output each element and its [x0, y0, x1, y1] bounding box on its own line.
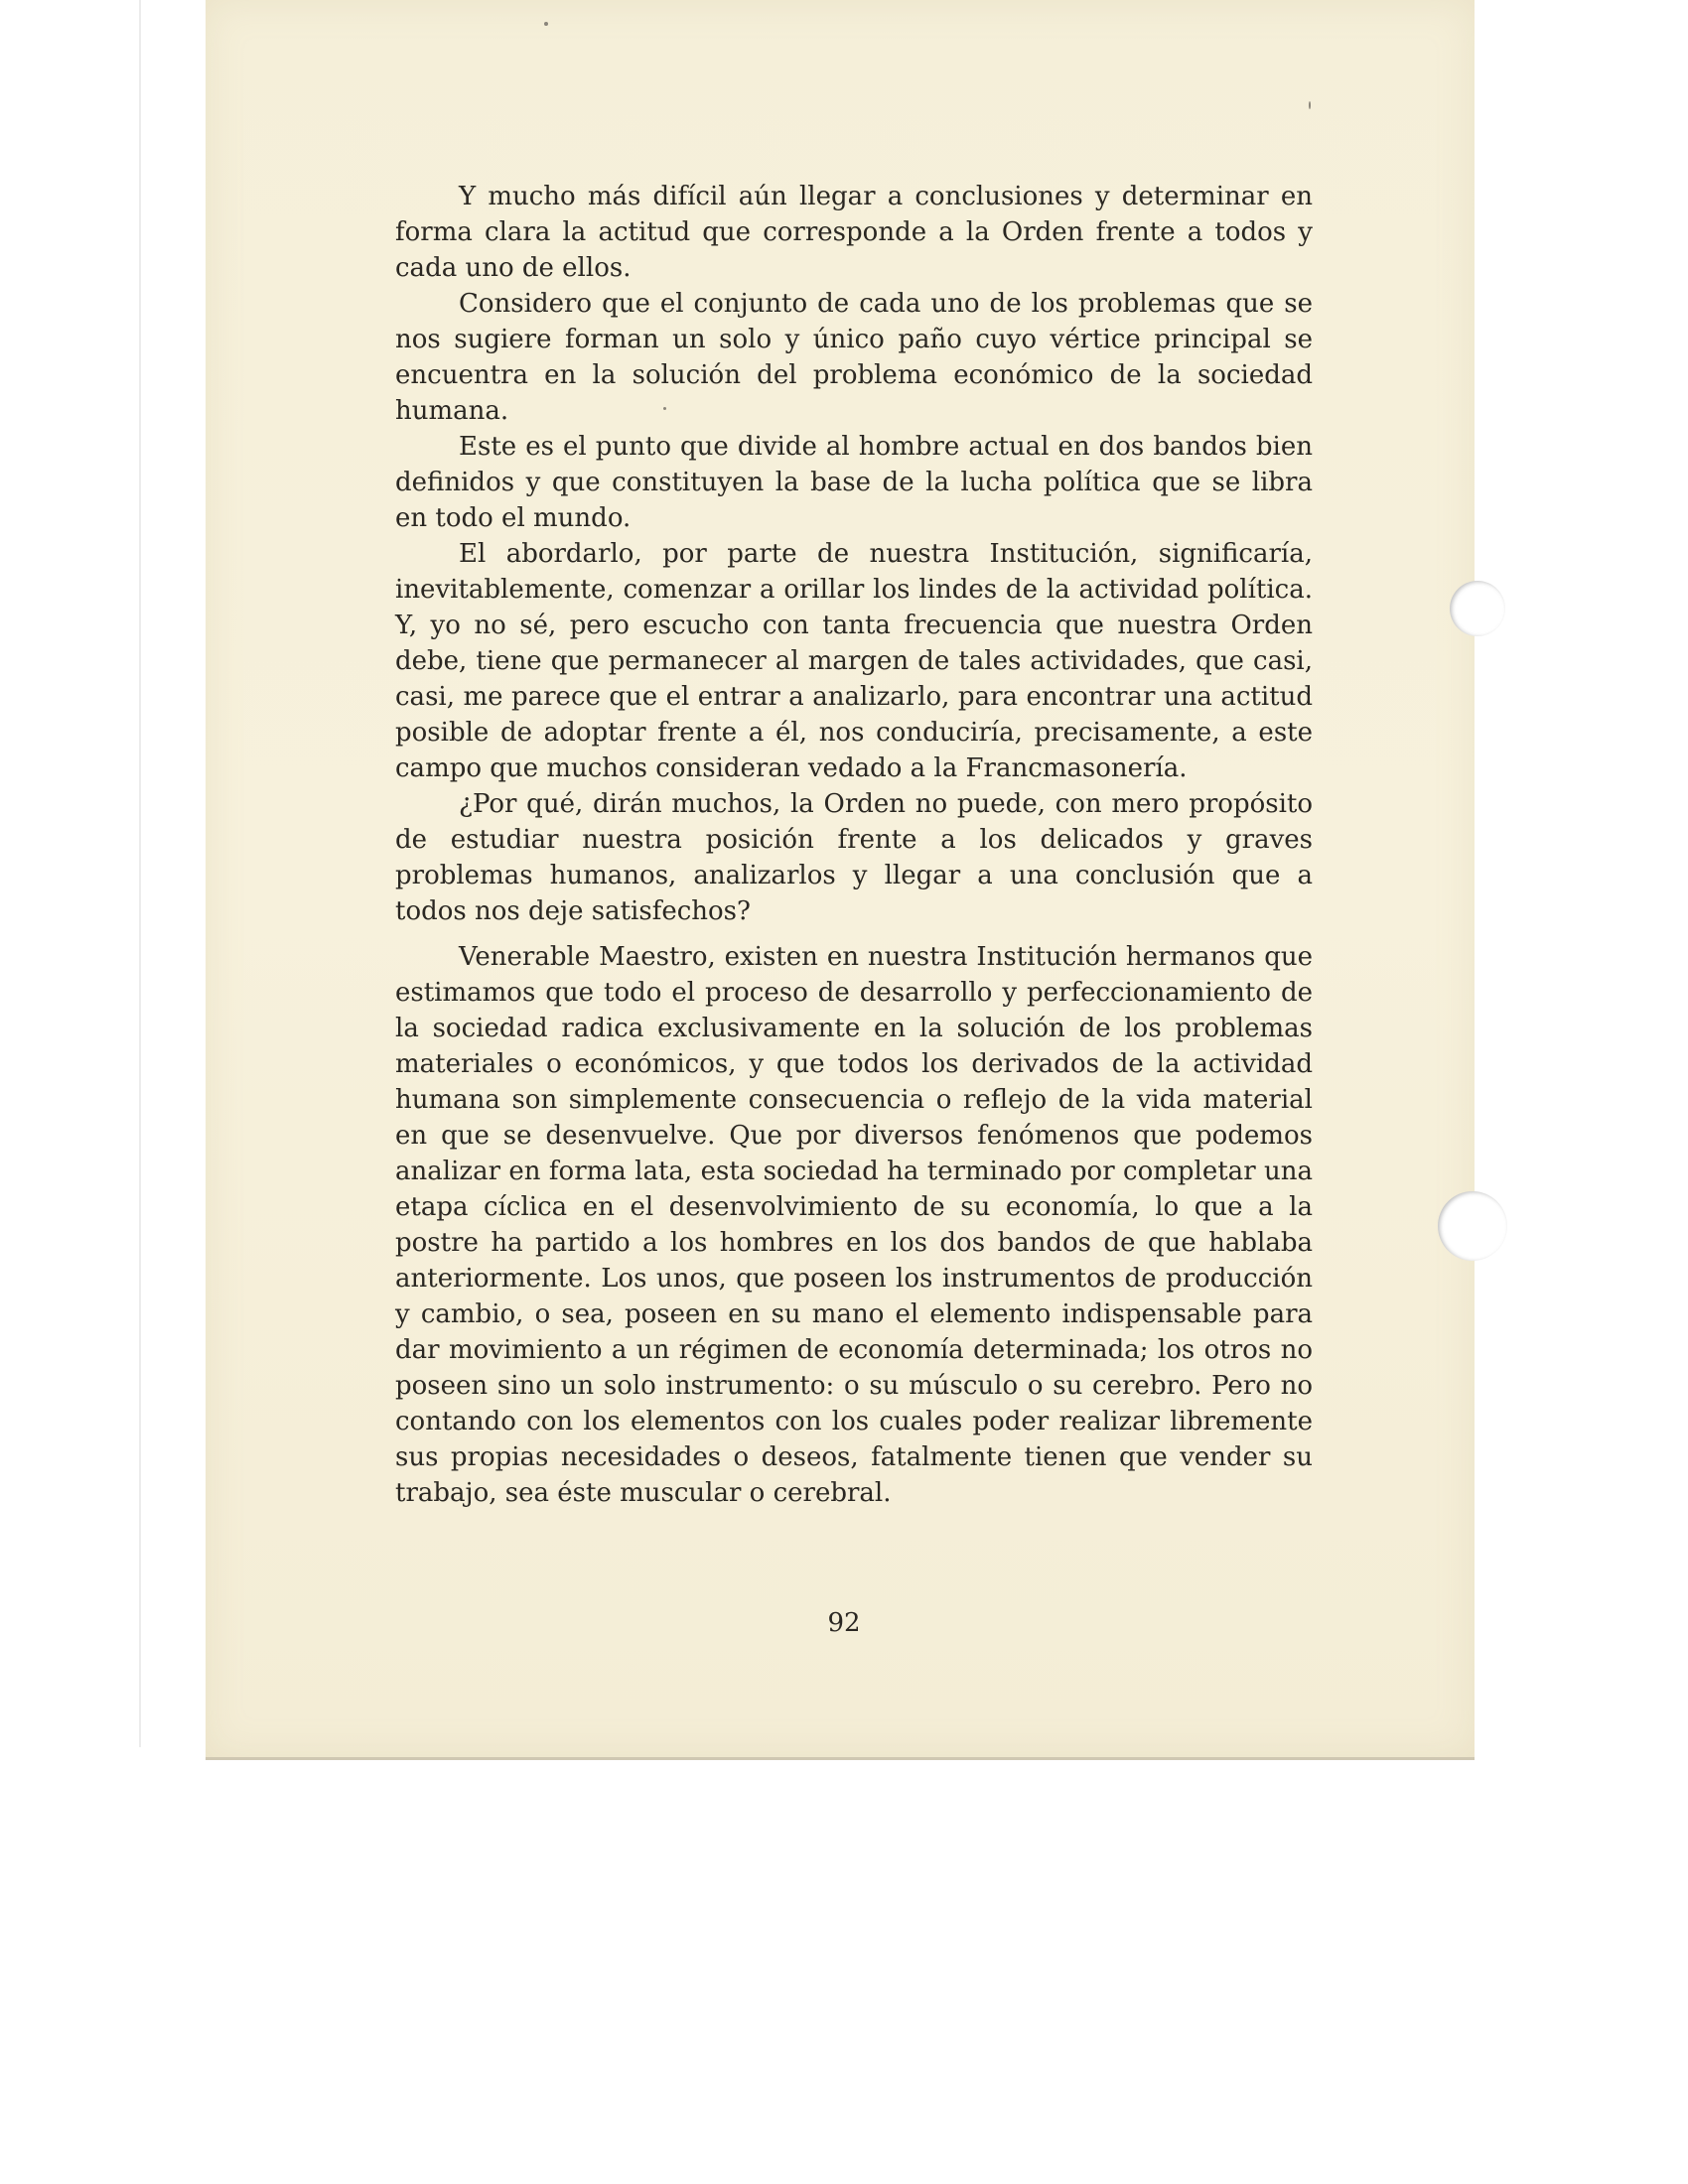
paper-speck [544, 22, 548, 26]
scanner-edge-line [139, 0, 141, 1747]
paragraph: ¿Por qué, dirán muchos, la Orden no puede, con mero propósito de estudiar nuestra posición frente a los delicados y graves problemas humanos, analizarlos y llegar a una conclusión que a todos nos deje satisfechos? [395, 789, 1313, 926]
punch-hole-top [1450, 581, 1505, 636]
paragraph: Este es el punto que divide al hombre actual en dos bandos bien definidos y que constituyen la base de la lucha política que se libra en todo el mundo. [395, 432, 1313, 533]
paragraph: Considero que el conjunto de cada uno de los problemas que se nos sugiere forman un solo y único paño cuyo vértice principal se encuentra en la solución del problema económico de la sociedad humana. [395, 289, 1313, 426]
paper-speck [1309, 101, 1311, 109]
body-text [395, 179, 1313, 1511]
punch-hole-middle [1438, 1191, 1507, 1261]
paragraph: Venerable Maestro, existen en nuestra Institución hermanos que estimamos que todo el proceso de desarrollo y perfeccionamiento de la sociedad radica exclusivamente en la solución de los problemas materiales o económicos, y que todos los derivados de la actividad humana son simplemente consecuencia o reflejo de la vida material en que se desenvuelve. Que por diversos fenómenos que podemos analizar en forma lata, esta sociedad ha terminado por completar una etapa cíclica en el desenvolvimiento de su economía, lo que a la postre ha partido a los hombres en los dos bandos de que hablaba anteriormente. Los unos, que poseen los instrumentos de producción y cambio, o sea, poseen en su mano el elemento indispensable para dar movimiento a un régimen de economía determinada; los otros no poseen sino un solo instrumento: o su músculo o su cerebro. Pero no contando con los elementos con los cuales poder realizar libremente sus propias necesidades o deseos, fatalmente tienen que vender su trabajo, sea éste muscular o cerebral. [395, 942, 1313, 1508]
paragraph: Y mucho más difícil aún llegar a conclusiones y determinar en forma clara la actitud que corresponde a la Orden frente a todos y cada uno de ellos. [395, 182, 1313, 283]
page-number: 92 [827, 1608, 861, 1638]
paragraph: El abordarlo, por parte de nuestra Institución, significaría, inevitablemente, comenzar a orillar los lindes de la actividad política. Y, yo no sé, pero escucho con tanta frecuencia que nuestra Orden debe, tiene que permanecer al margen de tales actividades, que casi, casi, me parece que el entrar a analizarlo, para encontrar una actitud posible de adoptar frente a él, nos conduciría, precisamente, a este campo que muchos consideran vedado a la Francmasonería. [395, 539, 1313, 783]
